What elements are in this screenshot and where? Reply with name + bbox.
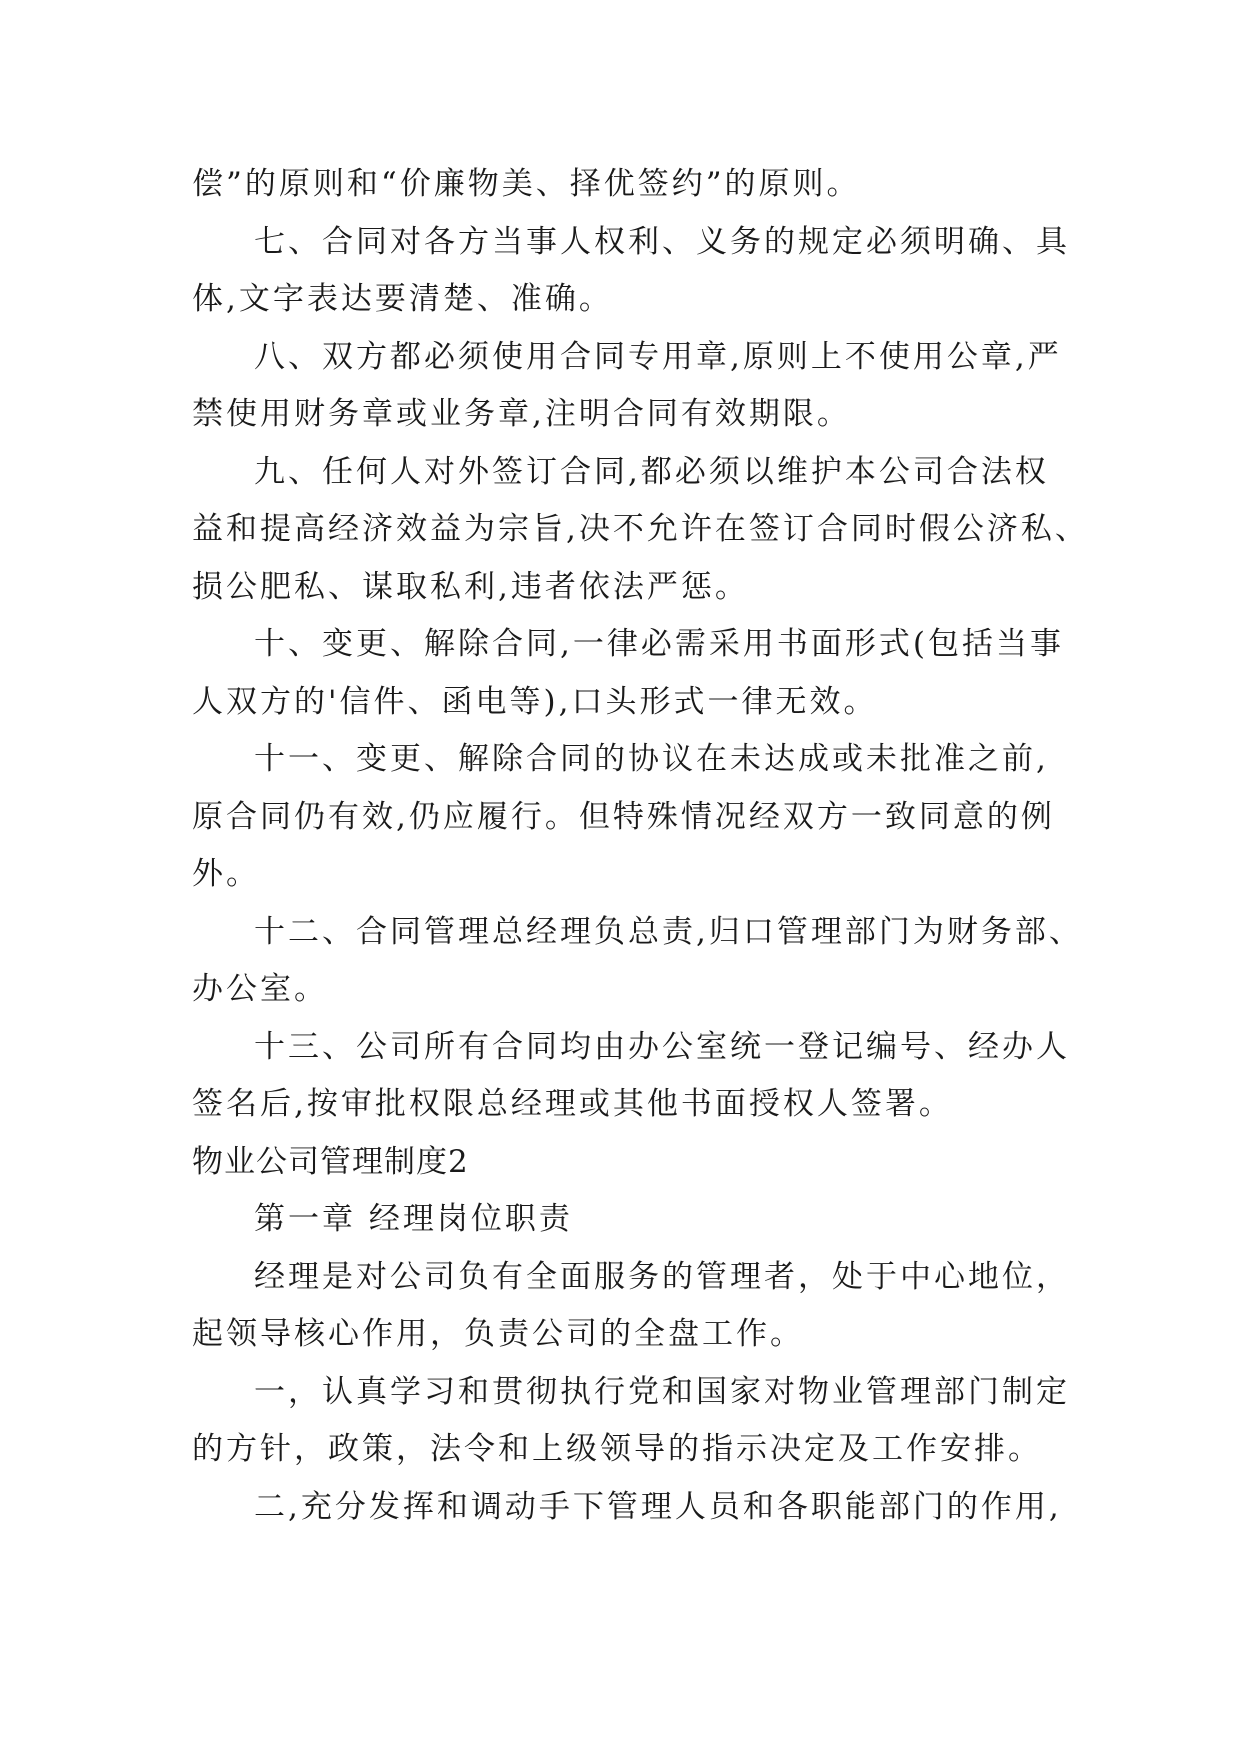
document-body — [192, 156, 1089, 1536]
text-line: 经理是对公司负有全面服务的管理者，处于中心地位， — [254, 1258, 1070, 1295]
text-line: 起领导核心作用，负责公司的全盘工作。 — [192, 1316, 804, 1352]
text-line: 偿”的原则和“价廉物美、择优签约”的原则。 — [192, 166, 861, 202]
text-line: 益和提高经济效益为宗旨,决不允许在签订合同时假公济私、 — [192, 511, 1089, 547]
text-line: 损公肥私、谋取私利,违者依法严惩。 — [192, 568, 749, 605]
text-line: 办公室。 — [192, 971, 328, 1007]
text-line: 十三、公司所有合同均由办公室统一登记编号、经办人 — [254, 1028, 1070, 1065]
text-line: 七、合同对各方当事人权利、义务的规定必须明确、具 — [254, 223, 1070, 260]
text-line: 十、变更、解除合同,一律必需采用书面形式(包括当事 — [254, 626, 1064, 662]
text-line: 签名后,按审批权限总经理或其他书面授权人签署。 — [192, 1086, 953, 1122]
text-line: 人双方的'信件、函电等),口头形式一律无效。 — [192, 683, 878, 720]
text-line: 十一、变更、解除合同的协议在未达成或未批准之前, — [254, 741, 1049, 777]
text-line: 十二、合同管理总经理负总责,归口管理部门为财务部、 — [254, 913, 1083, 950]
text-line: 二,充分发挥和调动手下管理人员和各职能部门的作用, — [254, 1488, 1062, 1525]
chapter-heading: 第一章 经理岗位职责 — [254, 1201, 573, 1237]
text-line: 一，认真学习和贯彻执行党和国家对物业管理部门制定 — [254, 1373, 1070, 1410]
section-title: 物业公司管理制度2 — [192, 1143, 469, 1180]
text-line: 外。 — [192, 856, 260, 892]
text-line: 禁使用财务章或业务章,注明合同有效期限。 — [192, 396, 851, 432]
text-line: 原合同仍有效,仍应履行。但特殊情况经双方一致同意的例 — [192, 798, 1055, 835]
text-line: 九、任何人对外签订合同,都必须以维护本公司合法权 — [254, 453, 1049, 490]
text-line: 八、双方都必须使用合同专用章,原则上不使用公章,严 — [254, 338, 1062, 375]
text-line: 体,文字表达要清楚、准确。 — [192, 281, 613, 317]
text-line: 的方针，政策，法令和上级领导的指示决定及工作安排。 — [192, 1431, 1042, 1467]
